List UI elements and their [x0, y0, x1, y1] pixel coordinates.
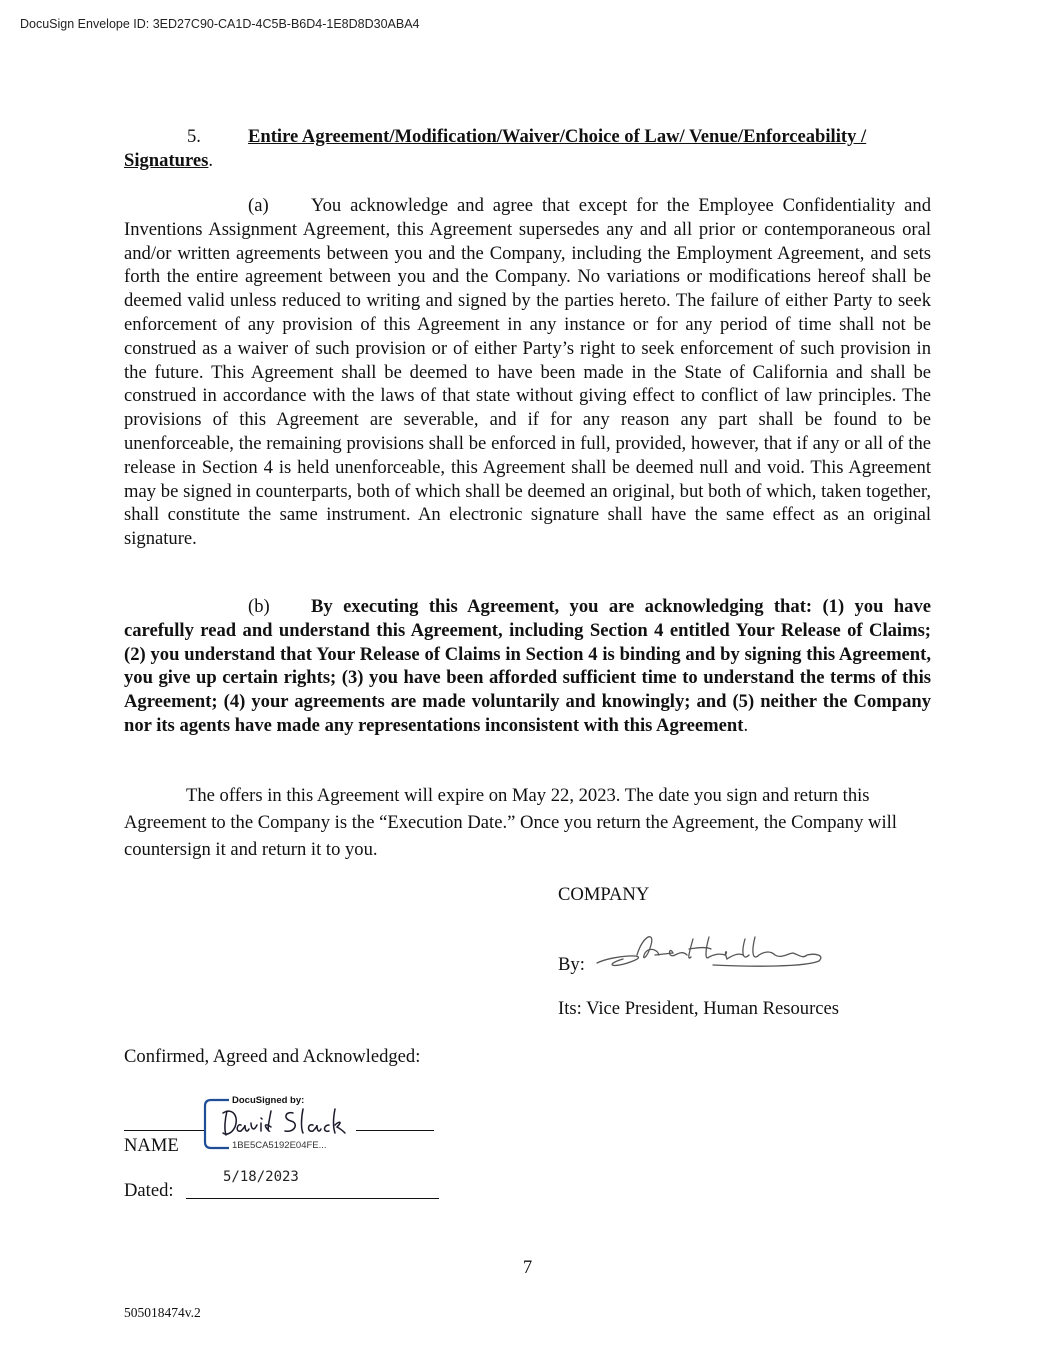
docusign-envelope-id: DocuSign Envelope ID: 3ED27C90-CA1D-4C5B-B6D4-1E8D8D30ABA4 — [20, 17, 420, 31]
paragraph-b-end: . — [743, 714, 749, 736]
name-line-left — [124, 1130, 206, 1131]
section-heading — [124, 125, 931, 173]
docusigned-by-label: DocuSigned by: — [232, 1095, 305, 1106]
section-number: 5. — [187, 126, 201, 147]
section-title-period: . — [208, 149, 214, 171]
paragraph-b-text: By executing this Agreement, you are acknowledging that: (1) you have carefully read and understand this Agreement, including Section 4 entitled Your Release of Claims; (2) you understand that Your Release of Claims in Section 4 is binding and by signing this Agreement, you give up certain rights; (3) you have been afforded sufficient time to understand the terms of this Agreement; (4) your agreements are made voluntarily and knowingly; and (5) neither the Company nor its agents have made any representations inconsistent with this Agreement — [124, 596, 931, 736]
confirmed-label: Confirmed, Agreed and Acknowledged: — [124, 1046, 421, 1067]
dated-value: 5/18/2023 — [223, 1169, 299, 1185]
paragraph-a-text: You acknowledge and agree that except for the Employee Confidentiality and Inventions Assignment Agreement, this Agreement supersedes any and all prior or contemporaneous oral and/or written agreements between you and the Company, including the Employment Agreement, and sets forth the entire agreement between you and the Company. No variations or modifications hereof shall be deemed valid unless reduced to writing and signed by the parties hereto. The failure of either Party to seek enforcement of any provision of this Agreement in any instance or for any period of time shall not be construed as a waiver of such provision or of either Party’s right to seek enforcement of such provision in the future. This Agreement shall be deemed to have been made in the State of California and shall be construed in accordance with the laws of that state without giving effect to conflict of law principles. The provisions of this Agreement are severable, and if for any reason any part shall be found to be unenforceable, the remaining provisions shall be enforced in full, provided, however, that if any or all of the release in Section 4 is held unenforceable, this Agreement shall be deemed null and void. This Agreement may be signed in counterparts, both of which shall be deemed an original, but both of which, taken together, shall constitute the same instrument. An electronic signature shall have the same effect as an original signature. — [124, 195, 931, 550]
company-signature-image — [593, 925, 833, 975]
paragraph-a-label: (a) — [248, 195, 269, 216]
company-label: COMPANY — [558, 884, 650, 905]
page-number: 7 — [522, 1257, 533, 1278]
offers-text: The offers in this Agreement will expire on May 22, 2023. The date you sign and return this Agreement to the Company is the “Execution Date.” Once you return the Agreement, the Company will countersign it and return it to you. — [124, 785, 897, 860]
offers-paragraph — [124, 782, 931, 863]
name-label: NAME — [124, 1135, 179, 1156]
company-signature — [593, 925, 833, 980]
paragraph-a — [124, 194, 931, 551]
company-signer-title: Its: Vice President, Human Resources — [558, 998, 840, 1019]
employee-signature-image — [219, 1103, 349, 1141]
paragraph-b — [124, 595, 931, 738]
dated-line — [186, 1198, 439, 1199]
docusign-signature-block — [203, 1095, 353, 1155]
company-by-label: By: — [558, 954, 585, 975]
document-id: 505018474v.2 — [124, 1305, 201, 1320]
section-title: Entire Agreement/Modification/Waiver/Choice of Law/ Venue/Enforceability / Signatures — [124, 126, 867, 171]
docusign-signature-code: 1BE5CA5192E04FE... — [232, 1140, 327, 1151]
paragraph-b-label: (b) — [248, 596, 270, 617]
dated-label: Dated: — [124, 1180, 174, 1201]
name-line-right — [356, 1130, 434, 1131]
